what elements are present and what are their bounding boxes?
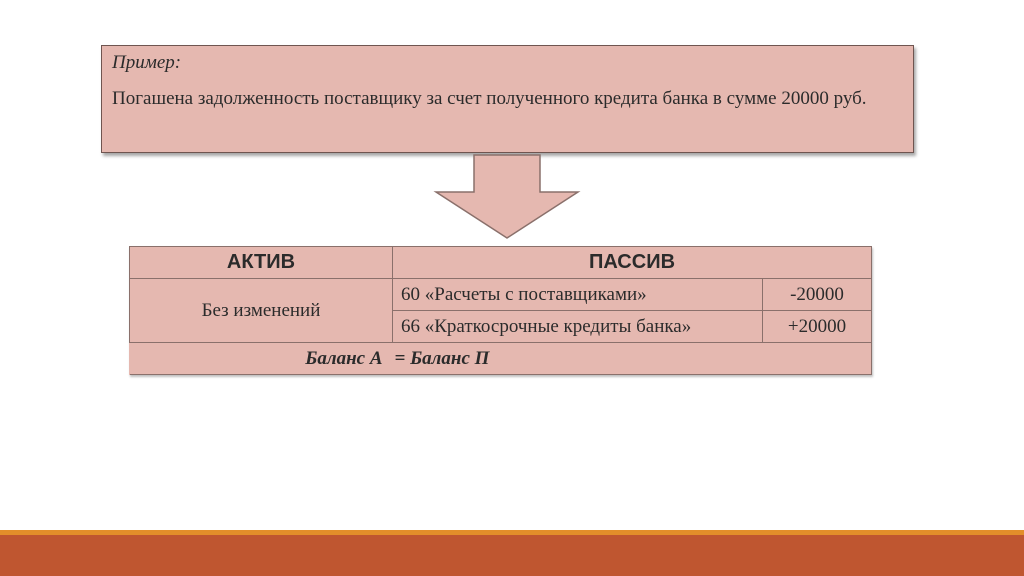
footer-stripe	[0, 530, 1024, 535]
balance-table	[129, 246, 872, 375]
summary-left: Баланс А	[305, 347, 383, 369]
account-60: 60 «Расчеты с поставщиками»	[393, 279, 763, 311]
active-value: Без изменений	[130, 279, 393, 343]
account-66: 66 «Краткосрочные кредиты банка»	[393, 311, 763, 343]
table-row	[130, 279, 872, 311]
example-heading: Пример:	[112, 52, 182, 73]
amount-66: +20000	[763, 311, 872, 343]
footer-band	[0, 530, 1024, 576]
summary-cell	[130, 343, 872, 375]
table-header-row	[130, 247, 872, 279]
amount-60: -20000	[763, 279, 872, 311]
example-box	[101, 45, 914, 153]
example-text: Погашена задолженность поставщику за счет полученного кредита банка в сумме 20000 руб.	[112, 88, 867, 109]
summary-row	[130, 343, 872, 375]
header-active: АКТИВ	[130, 247, 393, 279]
summary-right: = Баланс П	[394, 347, 490, 369]
header-passive: ПАССИВ	[393, 247, 872, 279]
down-arrow-icon	[432, 154, 582, 240]
